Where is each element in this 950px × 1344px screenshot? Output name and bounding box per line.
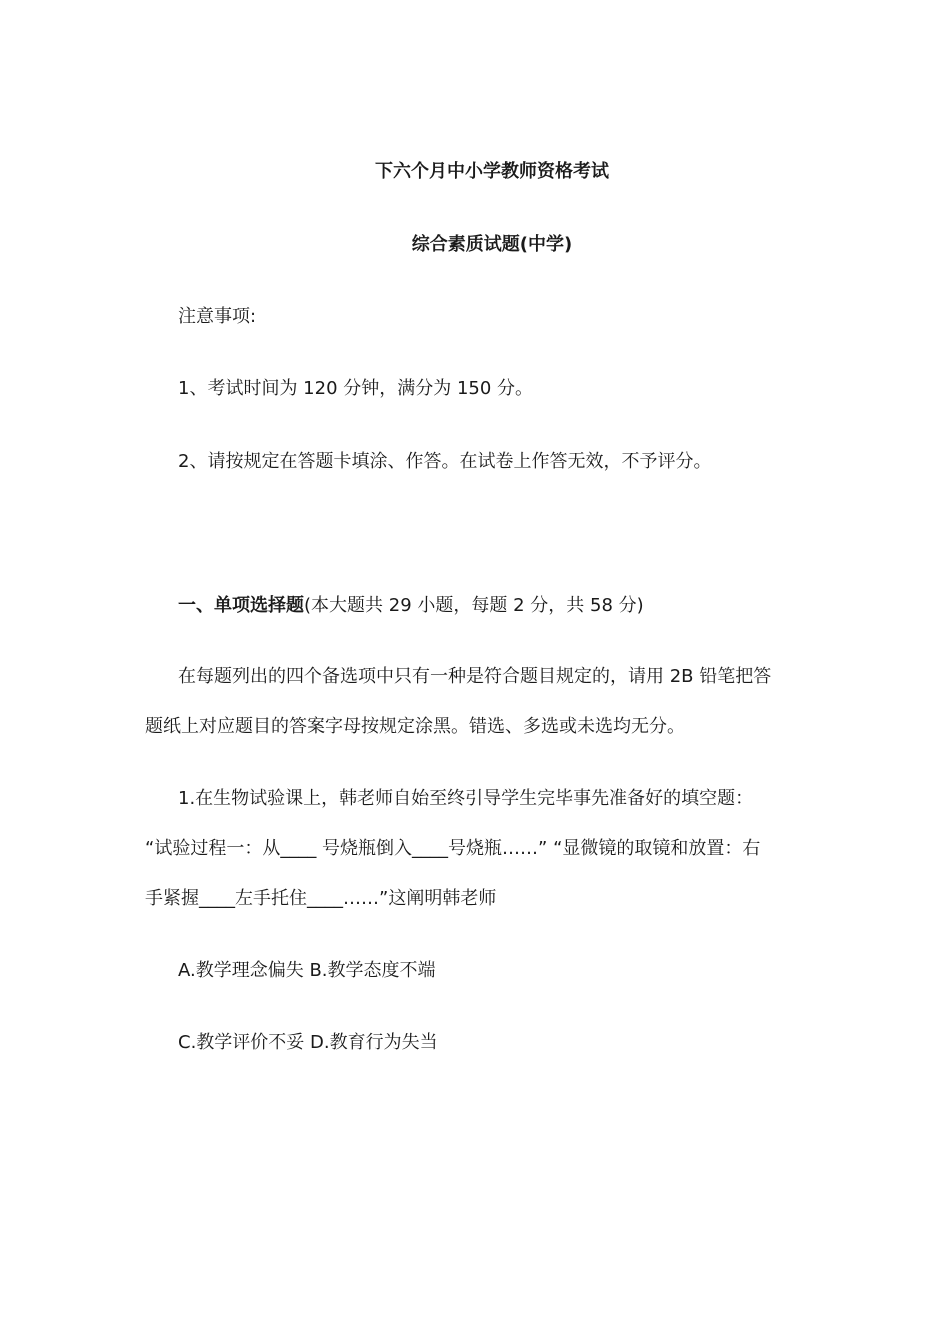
section-heading-detail: (本大题共 29 小题，每题 2 分，共 58 分): [304, 595, 644, 616]
section-instruction-line-1: 在每题列出的四个备选项中只有一种是符合题目规定的，请用 2B 铅笔把答: [178, 666, 772, 687]
notice-heading: 注意事项:: [178, 306, 257, 327]
document-subtitle: 综合素质试题(中学): [411, 234, 573, 255]
question-1-line-3: 手紧握____左手托住____……”这阐明韩老师: [145, 888, 497, 909]
section-heading: [178, 594, 644, 618]
question-1-line-1: 1.在生物试验课上，韩老师自始至终引导学生完毕事先准备好的填空题：: [178, 788, 754, 809]
section-instruction-line-2: 题纸上对应题目的答案字母按规定涂黑。错选、多选或未选均无分。: [145, 716, 685, 737]
question-1-options-cd: C.教学评价不妥 D.教育行为失当: [178, 1032, 438, 1053]
question-1-options-ab: A.教学理念偏失 B.教学态度不端: [178, 960, 436, 981]
notice-item-1: 1、考试时间为 120 分钟，满分为 150 分。: [178, 378, 534, 399]
document-title: 下六个月中小学教师资格考试: [375, 161, 609, 182]
question-1-line-2: “试验过程一：从____ 号烧瓶倒入____号烧瓶……” “显微镜的取镜和放置：右: [145, 838, 761, 859]
section-heading-bold: 一、单项选择题: [178, 595, 304, 616]
notice-item-2: 2、请按规定在答题卡填涂、作答。在试卷上作答无效，不予评分。: [178, 451, 712, 472]
